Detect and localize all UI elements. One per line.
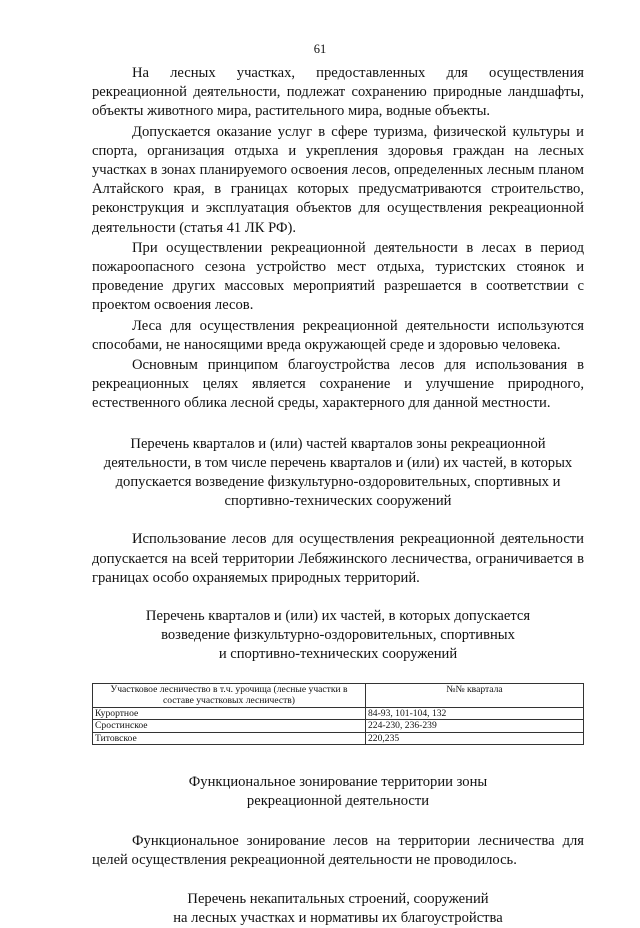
page-number: 61 [313, 42, 327, 56]
heading-line: на лесных участках и нормативы их благоустройства [173, 910, 503, 927]
quarters-table [92, 683, 584, 746]
table-header-row [93, 683, 584, 707]
paragraph: Леса для осуществления рекреационной деятельности используются способами, не наносящими вреда окружающей среде и здоровью человека. [92, 317, 584, 353]
section-heading-zoning [92, 773, 584, 811]
column-header-forestry: Участковое лесничество в т.ч. урочища (лесные участки в составе участковых лесничеств) [93, 683, 366, 707]
heading-line: Перечень некапитальных строений, сооружений [187, 891, 489, 907]
table-row [93, 732, 584, 745]
cell-forestry: Сростинское [93, 720, 366, 733]
paragraph: Основным принципом благоустройства лесов для использования в рекреационных целях является сохранение и улучшение природного, естественного облика лесной среды, характерного для данной местности. [92, 357, 584, 412]
cell-quarters: 84-93, 101-104, 132 [366, 707, 584, 720]
paragraph: При осуществлении рекреационной деятельности в лесах в период пожароопасного сезона устройство мест отдыха, туристских стоянок и проведение других массовых мероприятий разрешается в соответствии с проектом освоения лесов. [92, 239, 584, 314]
table-row [93, 707, 584, 720]
table-row [93, 720, 584, 733]
paragraph: Допускается оказание услуг в сфере туризма, физической культуры и спорта, организация отдыха и укрепления здоровья граждан на лесных участках в зонах планируемого освоения лесов, определенных лесным планом Алтайского края, в границах которых предусматриваются строительство, реконструкция и эксплуатация объектов для осуществления рекреационной деятельности (статья 41 ЛК РФ). [92, 123, 584, 236]
paragraph: Функциональное зонирование лесов на территории лесничества для целей осуществления рекреационной деятельности не проводилось. [92, 832, 584, 868]
document-body [92, 64, 584, 928]
paragraph: На лесных участках, предоставленных для осуществления рекреационной деятельности, подлежат сохранению природные ландшафты, объекты животного мира, растительного мира, водные объекты. [92, 65, 584, 120]
heading-line: Функциональное зонирование территории зоны [188, 774, 488, 791]
heading-line: возведение физкультурно-оздоровительных, спортивных [161, 627, 515, 644]
heading-line: деятельности, в том числе перечень кварталов и (или) их частей, в которых [103, 454, 573, 471]
heading-line: Перечень кварталов и (или) их частей, в которых допускается [145, 608, 531, 625]
cell-forestry: Титовское [93, 732, 366, 745]
cell-quarters: 220,235 [366, 732, 584, 745]
heading-line: Перечень кварталов и (или) частей кварталов зоны рекреационной [130, 435, 546, 452]
section-heading-structures [92, 607, 584, 665]
section-heading-quarters [92, 435, 584, 512]
heading-line: спортивно-технических сооружений [224, 493, 452, 510]
cell-quarters: 224-230, 236-239 [366, 720, 584, 733]
heading-line: рекреационной деятельности [246, 793, 430, 810]
heading-line: допускается возведение физкультурно-оздоровительных, спортивных и [115, 474, 561, 491]
column-header-quarters: №№ квартала [366, 683, 584, 707]
heading-line: и спортивно-технических сооружений [218, 646, 458, 663]
section-heading-nonpermanent [92, 890, 584, 928]
paragraph: Использование лесов для осуществления рекреационной деятельности допускается на всей территории Лебяжинского лесничества, ограничивается в границах особо охраняемых природных территорий. [92, 531, 584, 586]
cell-forestry: Курортное [93, 707, 366, 720]
